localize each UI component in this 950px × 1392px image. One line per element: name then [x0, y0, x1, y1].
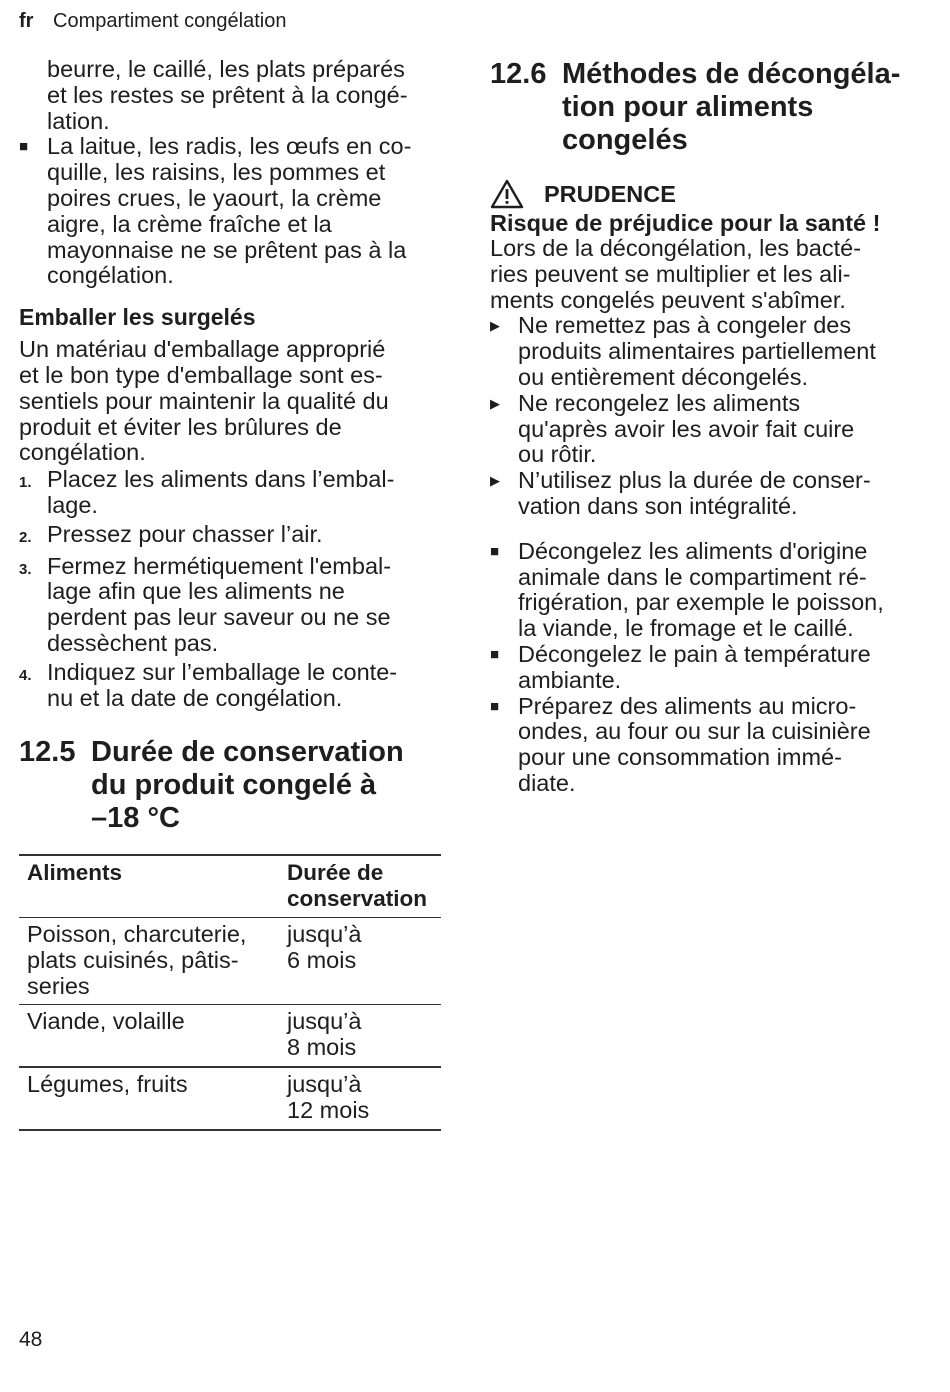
instruction-item	[490, 468, 920, 520]
square-bullet-icon: ■	[19, 138, 29, 156]
cell-line: jusqu’à	[287, 920, 362, 947]
step-line: dessèchent pas.	[47, 629, 219, 656]
section-heading-12-5	[19, 736, 444, 835]
instruction-item	[490, 313, 920, 390]
instruction-line: N’utilisez plus la durée de conser-	[518, 467, 871, 494]
bullet-line: aigre, la crème fraîche et la	[47, 210, 332, 237]
cell-line: 8 mois	[287, 1034, 357, 1061]
chapter-title: Compartiment congélation	[53, 10, 287, 32]
cell-line: jusqu’à	[287, 1070, 362, 1097]
para-line: produit et éviter les brûlures de	[19, 413, 342, 440]
continued-text	[19, 57, 444, 134]
caution-notice	[490, 179, 920, 209]
cell-line: Viande, volaille	[27, 1008, 185, 1035]
bullet-line: quille, les raisins, les pommes et	[47, 159, 386, 186]
column-header-duration	[279, 855, 441, 917]
cell-line: plats cuisinés, pâtis-	[27, 946, 239, 973]
step-line: Indiquez sur l’emballage le conte-	[47, 658, 398, 685]
section-heading-12-6	[490, 58, 920, 157]
triangle-arrow-icon: ▶	[490, 473, 500, 489]
bullet-line: Décongelez le pain à température	[518, 640, 871, 667]
continued-line: lation.	[47, 107, 110, 134]
heading-line: Durée de conservation	[91, 736, 404, 769]
triangle-arrow-icon: ▶	[490, 318, 500, 334]
warning-line: ments congelés peuvent s'abîmer.	[490, 286, 846, 313]
table-row	[19, 1067, 441, 1130]
bullet-line: congélation.	[47, 262, 174, 289]
instruction-line: Ne remettez pas à congeler des	[518, 312, 852, 339]
language-code: fr	[19, 10, 34, 32]
header-line: conservation	[287, 886, 428, 912]
intro-paragraph	[19, 337, 444, 466]
square-bullet-icon: ■	[490, 697, 500, 715]
step-line: lage afin que les aliments ne	[47, 578, 345, 605]
bullet-line: animale dans le compartiment ré-	[518, 563, 867, 590]
subheading: Emballer les surgelés	[19, 304, 256, 331]
triangle-arrow-icon: ▶	[490, 395, 500, 411]
step-line: Placez les aliments dans l’embal-	[47, 466, 395, 493]
storage-duration-table	[19, 854, 441, 1130]
bullet-item	[19, 134, 444, 289]
bullet-line: pour une consommation immé-	[518, 744, 842, 771]
continued-line: et les restes se prêtent à la congé-	[47, 81, 408, 108]
instruction-line: produits alimentaires partiellement	[518, 338, 876, 365]
warning-line: ries peuvent se multiplier et les ali-	[490, 260, 851, 287]
bullet-line: Décongelez les aliments d'origine	[518, 537, 868, 564]
duration-cell	[279, 1005, 441, 1067]
bullet-item	[490, 694, 920, 797]
heading-line: du produit congelé à	[91, 769, 377, 802]
para-line: et le bon type d'emballage sont es-	[19, 361, 383, 388]
instruction-line: ou rôtir.	[518, 441, 597, 468]
warning-line: Lors de la décongélation, les bacté-	[490, 235, 862, 261]
step-item	[19, 554, 444, 657]
risk-statement: Risque de préjudice pour la santé !	[490, 210, 881, 236]
bullet-line: poires crues, le yaourt, la crème	[47, 184, 382, 211]
cell-line: series	[27, 972, 90, 999]
duration-cell	[279, 1067, 441, 1130]
step-item	[19, 660, 444, 712]
para-line: sentiels pour maintenir la qualité du	[19, 387, 389, 414]
page-number: 48	[19, 1328, 43, 1351]
square-bullet-icon: ■	[490, 542, 500, 560]
right-column	[490, 58, 920, 797]
step-number: 2.	[19, 528, 32, 546]
step-line: Pressez pour chasser l’air.	[47, 520, 323, 547]
cell-line: Légumes, fruits	[27, 1070, 188, 1097]
instruction-line: vation dans son intégralité.	[518, 492, 798, 519]
step-number: 4.	[19, 666, 32, 684]
duration-cell	[279, 917, 441, 1004]
cell-line: 12 mois	[287, 1096, 370, 1123]
step-line: Fermez hermétiquement l'embal-	[47, 552, 392, 579]
bullet-line: ambiante.	[518, 666, 622, 693]
instruction-line: Ne recongelez les aliments	[518, 389, 801, 416]
bullet-line: diate.	[518, 769, 576, 796]
step-line: perdent pas leur saveur ou ne se	[47, 604, 391, 631]
column-header-food: Aliments	[27, 860, 123, 886]
bullet-line: mayonnaise ne se prêtent pas à la	[47, 236, 407, 263]
heading-line: Méthodes de décongéla-	[562, 58, 901, 90]
section-number: 12.6	[490, 58, 547, 90]
instruction-line: ou entièrement décongelés.	[518, 363, 809, 390]
continued-line: beurre, le caillé, les plats préparés	[47, 56, 405, 82]
instruction-item	[490, 391, 920, 468]
step-line: nu et la date de congélation.	[47, 684, 343, 711]
left-column	[19, 57, 444, 1131]
warning-triangle-icon	[490, 179, 524, 209]
bullet-line: la viande, le fromage et le caillé.	[518, 615, 854, 642]
table-header-row	[19, 855, 441, 917]
page-header	[19, 10, 286, 32]
bullet-line: frigération, par exemple le poisson,	[518, 589, 884, 616]
heading-line: tion pour aliments	[562, 91, 814, 123]
bullet-line: Préparez des aliments au micro-	[518, 692, 857, 719]
table-row	[19, 1005, 441, 1067]
header-line: Durée de	[287, 860, 384, 886]
heading-line: congelés	[562, 124, 688, 156]
para-line: Un matériau d'emballage approprié	[19, 336, 386, 363]
table-row	[19, 917, 441, 1004]
section-number: 12.5	[19, 736, 76, 769]
food-cell	[19, 1067, 279, 1130]
square-bullet-icon: ■	[490, 645, 500, 663]
numbered-steps	[19, 467, 444, 711]
food-cell	[19, 1005, 279, 1067]
step-number: 1.	[19, 474, 32, 492]
food-cell	[19, 917, 279, 1004]
warning-text	[490, 236, 920, 313]
bullet-line: ondes, au four ou sur la cuisinière	[518, 718, 871, 745]
cell-line: 6 mois	[287, 946, 357, 973]
cell-line: jusqu’à	[287, 1008, 362, 1035]
bullet-item	[490, 642, 920, 694]
step-line: lage.	[47, 491, 98, 518]
step-item	[19, 467, 444, 519]
bullet-item	[490, 539, 920, 642]
instruction-line: qu'après avoir les avoir fait cuire	[518, 415, 855, 442]
caution-label: PRUDENCE	[544, 180, 676, 207]
step-number: 3.	[19, 560, 32, 578]
bullet-line: La laitue, les radis, les œufs en co-	[47, 133, 412, 160]
para-line: congélation.	[19, 439, 146, 466]
cell-line: Poisson, charcuterie,	[27, 920, 247, 947]
step-item	[19, 522, 444, 551]
heading-line: –18 °C	[91, 802, 180, 835]
